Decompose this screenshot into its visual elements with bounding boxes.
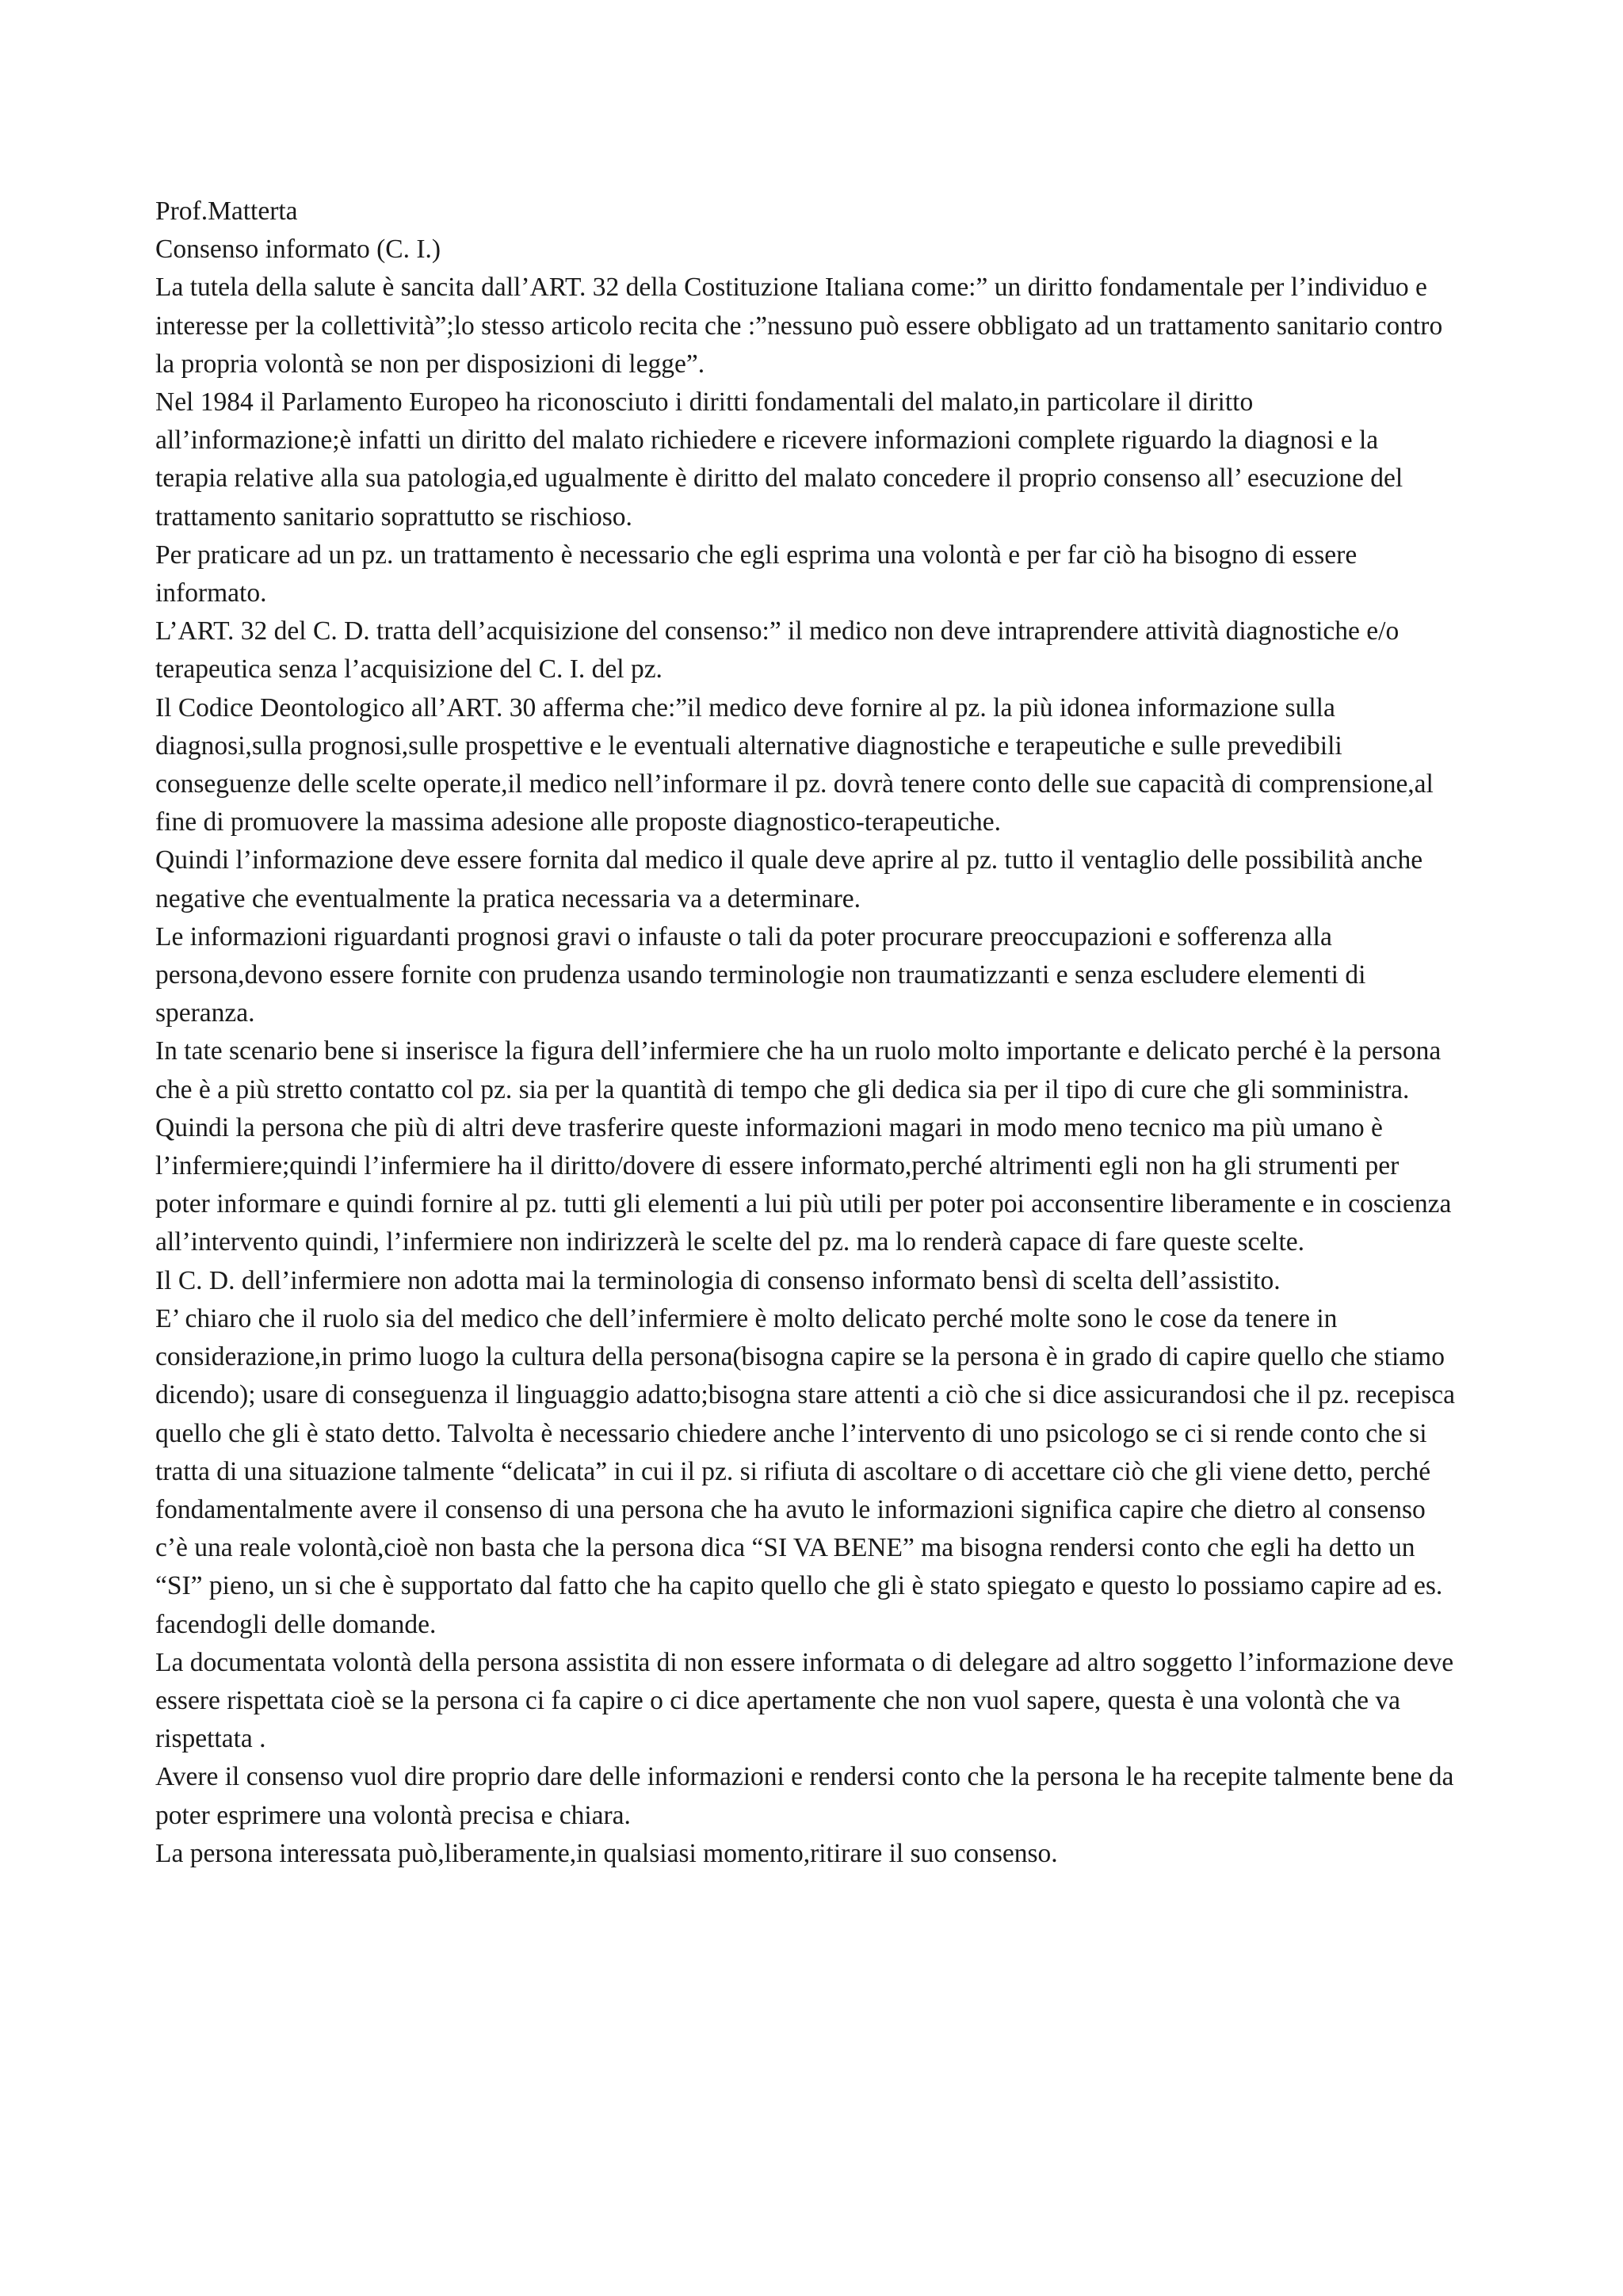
document-title: Consenso informato (C. I.)	[155, 235, 441, 265]
paragraph-parlamento-europeo: Nel 1984 il Parlamento Europeo ha riconosciuto i diritti fondamentali del malato,in particolare il diritto all’informazione;è infatti un diritto del malato richiedere e ricevere informazioni complete riguardo la diagnosi e la terapia relative alla sua patologia,ed ugualmente è diritto del malato concedere il proprio consenso all’ esecuzione del trattamento sanitario soprattutto se rischioso.	[155, 387, 1403, 532]
paragraph-infermiere-ruolo: In tate scenario bene si inserisce la figura dell’infermiere che ha un ruolo molto importante e delicato perché è la persona che è a più stretto contatto col pz. sia per la quantità di tempo che gli dedica sia per il tipo di cure che gli somministra. Quindi la persona che più di altri deve trasferire queste informazioni magari in modo meno tecnico ma più umano è l’infermiere;quindi l’infermiere ha il diritto/dovere di essere informato,perché altrimenti egli non ha gli strumenti per poter informare e quindi fornire al pz. tutti gli elementi a lui più utili per poter poi acconsentire liberamente e in coscienza all’intervento quindi, l’infermiere non indirizzerà le scelte del pz. ma lo renderà capace di fare queste scelte.	[155, 1036, 1452, 1257]
document-page	[155, 193, 1455, 1873]
paragraph-codice-deontologico: Il Codice Deontologico all’ART. 30 afferma che:”il medico deve fornire al pz. la più idonea informazione sulla diagnosi,sulla prognosi,sulle prospettive e le eventuali alternative diagnostiche e terapeutiche e sulle prevedibili conseguenze delle scelte operate,il medico nell’informare il pz. dovrà tenere conto delle sue capacità di comprensione,al fine di promuovere la massima adesione alle proposte diagnostico-terapeutiche.	[155, 692, 1434, 837]
paragraph-avere-consenso: Avere il consenso vuol dire proprio dare delle informazioni e rendersi conto che la persona le ha recepite talmente bene da poter esprimere una volontà precisa e chiara.	[155, 1762, 1454, 1830]
paragraph-praticare-trattamento: Per praticare ad un pz. un trattamento è necessario che egli esprima una volontà e per far ciò ha bisogno di essere informato.	[155, 540, 1358, 608]
paragraph-prognosi-gravi: Le informazioni riguardanti prognosi gravi o infauste o tali da poter procurare preoccupazioni e sofferenza alla persona,devono essere fornite con prudenza usando terminologie non traumatizzanti e senza escludere elementi di speranza.	[155, 921, 1366, 1028]
paragraph-art32-costituzione: La tutela della salute è sancita dall’ART. 32 della Costituzione Italiana come:” un diritto fondamentale per l’individuo e interesse per la collettività”;lo stesso articolo recita che :”nessuno può essere obbligato ad un trattamento sanitario contro la propria volontà se non per disposizioni di legge”.	[155, 273, 1443, 379]
paragraph-informazione-medico: Quindi l’informazione deve essere fornita dal medico il quale deve aprire al pz. tutto il ventaglio delle possibilità anche negative che eventualmente la pratica necessaria va a determinare.	[155, 845, 1423, 913]
paragraph-cd-infermiere: Il C. D. dell’infermiere non adotta mai la terminologia di consenso informato bensì di scelta dell’assistito.	[155, 1265, 1281, 1295]
paragraph-ruolo-delicato: E’ chiaro che il ruolo sia del medico che dell’infermiere è molto delicato perché molte sono le cose da tenere in considerazione,in primo luogo la cultura della persona(bisogna capire se la persona è in grado di capire quello che stiamo dicendo); usare di conseguenza il linguaggio adatto;bisogna stare attenti a ciò che si dice assicurandosi che il pz. recepisca quello che gli è stato detto. Talvolta è necessario chiedere anche l’intervento di uno psicologo se ci si rende conto che si tratta di una situazione talmente “delicata” in cui il pz. si rifiuta di ascoltare o di accettare ciò che gli viene detto, perché fondamentalmente avere il consenso di una persona che ha avuto le informazioni significa capire che dietro al consenso c’è una reale volontà,cioè non basta che la persona dica “SI VA BENE” ma bisogna rendersi conto che egli ha detto un “SI” pieno, un si che è supportato dal fatto che ha capito quello che gli è stato spiegato e questo lo possiamo capire ad es. facendogli delle domande.	[155, 1303, 1455, 1639]
paragraph-ritirare-consenso: La persona interessata può,liberamente,in qualsiasi momento,ritirare il suo consenso.	[155, 1838, 1058, 1868]
paragraph-volonta-documentata: La documentata volontà della persona assistita di non essere informata o di delegare ad altro soggetto l’informazione deve essere rispettata cioè se la persona ci fa capire o ci dice apertamente che non vuol sapere, questa è una volontà che va rispettata .	[155, 1647, 1454, 1754]
author-line: Prof.Matterta	[155, 196, 298, 226]
paragraph-art32-cd: L’ART. 32 del C. D. tratta dell’acquisizione del consenso:” il medico non deve intraprendere attività diagnostiche e/o terapeutica senza l’acquisizione del C. I. del pz.	[155, 616, 1400, 685]
